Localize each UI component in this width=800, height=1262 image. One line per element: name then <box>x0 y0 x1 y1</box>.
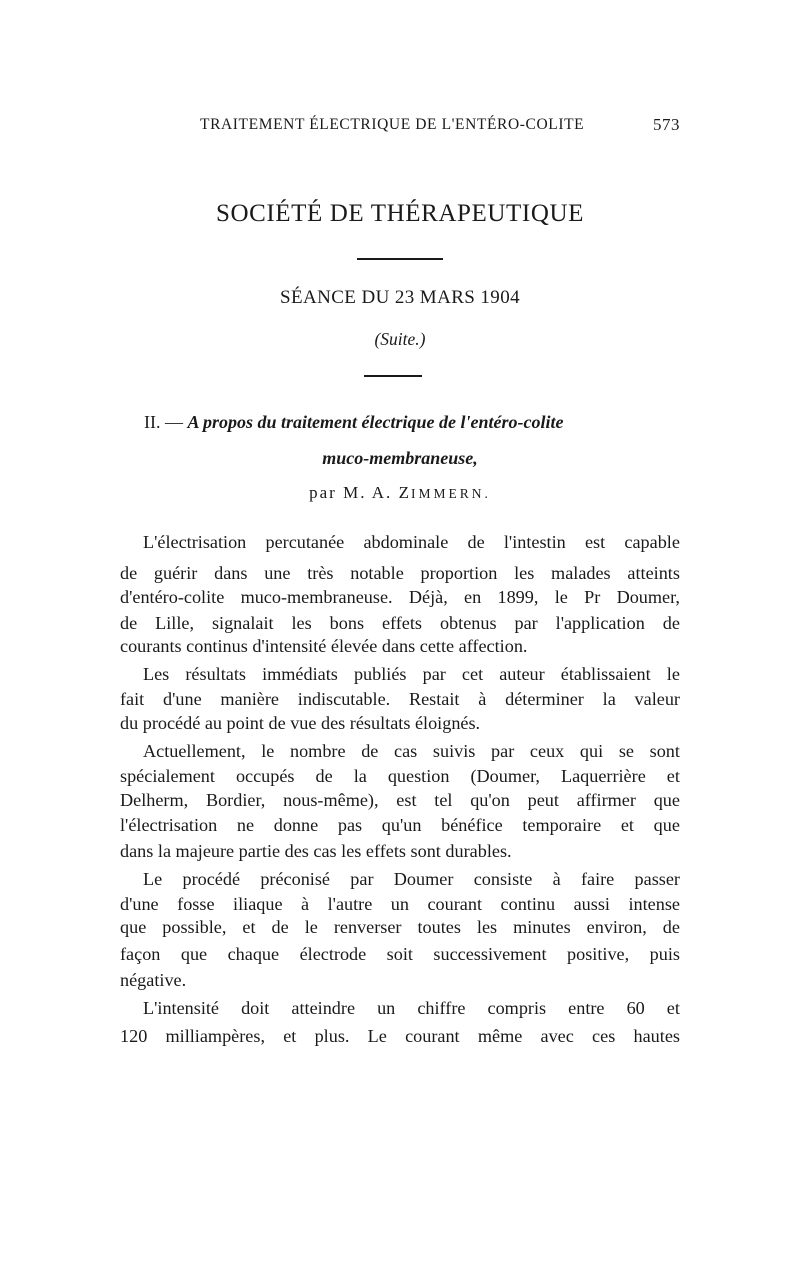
body-line: L'électrisation percutanée abdominale de l'intestin est capable <box>143 532 680 552</box>
body-line: 120 milliampères, et plus. Le courant même avec ces hautes <box>120 1026 680 1046</box>
article-title-line-2: muco-membraneuse, <box>322 448 478 468</box>
body-line: spécialement occupés de la question (Doumer, Laquerrière et <box>120 766 680 786</box>
body-line: fait d'une manière indiscutable. Restait à déterminer la valeur <box>120 689 680 709</box>
body-line: de guérir dans une très notable proportion les malades atteints <box>120 563 680 583</box>
article-title-line-1: A propos du traitement électrique de l'entéro-colite <box>187 412 564 432</box>
body-line: façon que chaque électrode soit successivement positive, puis <box>120 944 680 964</box>
body-line: d'une fosse iliaque à l'autre un courant continu aussi intense <box>120 894 680 914</box>
body-line: d'entéro-colite muco-membraneuse. Déjà, en 1899, le Pr Doumer, <box>120 587 680 607</box>
body-line: courants continus d'intensité élevée dans cette affection. <box>120 636 528 656</box>
society-heading: SOCIÉTÉ DE THÉRAPEUTIQUE <box>215 200 585 227</box>
body-line: négative. <box>120 970 187 990</box>
author-name-rest: IMMERN. <box>410 486 491 501</box>
body-line: l'électrisation ne donne pas qu'un bénéfice temporaire et que <box>120 815 680 835</box>
body-line: du procédé au point de vue des résultats éloignés. <box>120 713 481 733</box>
continued-label: (Suite.) <box>374 329 426 349</box>
body-line: Le procédé préconisé par Doumer consiste à faire passer <box>143 869 680 889</box>
body-line: L'intensité doit atteindre un chiffre compris entre 60 et <box>143 998 680 1018</box>
divider-rule <box>357 258 443 260</box>
divider-rule <box>364 375 422 377</box>
body-line: que possible, et de le renverser toutes les minutes environ, de <box>120 917 680 937</box>
body-line: Actuellement, le nombre de cas suivis par ceux qui se sont <box>143 741 680 761</box>
session-heading: SÉANCE DU 23 MARS 1904 <box>280 287 520 308</box>
article-title <box>144 412 563 433</box>
author-prefix: par M. A. <box>309 483 399 502</box>
body-line: de Lille, signalait les bons effets obtenus par l'application de <box>120 613 680 633</box>
article-number: II. — <box>144 412 188 432</box>
page-number: 573 <box>653 115 680 134</box>
body-line: Les résultats immédiats publiés par cet auteur établissaient le <box>143 664 680 684</box>
body-line: dans la majeure partie des cas les effets sont durables. <box>120 841 512 861</box>
body-line: Delherm, Bordier, nous-même), est tel qu'on peut affirmer que <box>120 790 680 810</box>
author-byline <box>0 483 800 503</box>
author-initial: Z <box>398 483 411 502</box>
running-title: TRAITEMENT ÉLECTRIQUE DE L'ENTÉRO-COLITE <box>200 116 585 133</box>
